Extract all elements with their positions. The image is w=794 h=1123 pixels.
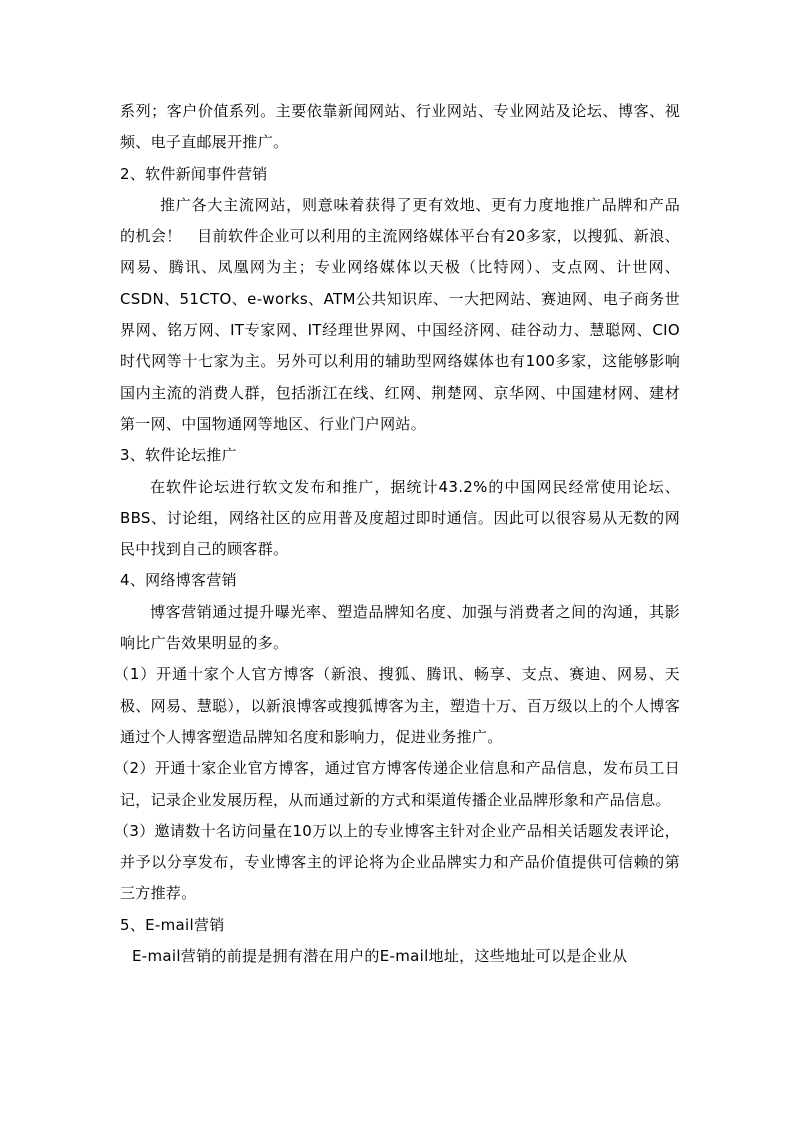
paragraph-news-event-marketing: 推广各大主流网站，则意味着获得了更有效地、更有力度地推广品牌和产品的机会！ 目前软件企业可以利用的主流网络媒体平台有20多家，以搜狐、新浪、网易、腾讯、凤凰网为主；专业网络媒体以天极（比特网）、支点网、计世网、CSDN、51CTO、e-works、ATM公共知识库、一大把网站、赛迪网、电子商务世界网、铭万网、IT专家网、IT经理世界网、中国经济网、硅谷动力、慧聪网、CIO时代网等十七家为主。另外可以利用的辅助型网络媒体也有100多家，这能够影响国内主流的消费人群，包括浙江在线、红网、荆楚网、京华网、中国建材网、建材第一网、中国物通网等地区、行业门户网站。: [120, 195, 680, 433]
list-item-professional-bloggers: （3）邀请数十名访问量在10万以上的专业博客主针对企业产品相关话题发表评论，并予以分享发布，专业博客主的评论将为企业品牌实力和产品价值提供可信赖的第三方推荐。: [114, 821, 680, 903]
section-heading-forum-promotion: 3、软件论坛推广: [120, 446, 237, 465]
list-item-personal-blogs: （1）开通十家个人官方博客（新浪、搜狐、腾讯、畅享、支点、赛迪、网易、天极、网易、慧聪），以新浪博客或搜狐博客为主，塑造十万、百万级以上的个人博客通过个人博客塑造品牌知名度和影响力，促进业务推广。: [114, 665, 680, 746]
list-item-enterprise-blogs: （2）开通十家企业官方博客，通过官方博客传递企业信息和产品信息，发布员工日记，记录企业发展历程，从而通过新的方式和渠道传播企业品牌形象和产品信息。: [114, 759, 680, 809]
section-heading-news-event-marketing: 2、软件新闻事件营销: [120, 164, 268, 183]
paragraph-forum-promotion: 在软件论坛进行软文发布和推广，据统计43.2%的中国网民经常使用论坛、BBS、讨论组，网络社区的应用普及度超过即时通信。因此可以很容易从无数的网民中找到自己的顾客群。: [120, 477, 680, 559]
paragraph-blog-marketing: 博客营销通过提升曝光率、塑造品牌知名度、加强与消费者之间的沟通，其影响比广告效果明显的多。: [120, 602, 680, 653]
document-body: [114, 96, 680, 972]
paragraph-intro-continuation: 系列；客户价值系列。主要依靠新闻网站、行业网站、专业网站及论坛、博客、视频、电子直邮展开推广。: [120, 102, 680, 152]
paragraph-email-marketing: E-mail营销的前提是拥有潜在用户的E-mail地址，这些地址可以是企业从: [132, 947, 628, 966]
section-heading-blog-marketing: 4、网络博客营销: [120, 571, 237, 590]
section-heading-email-marketing: 5、E-mail营销: [120, 915, 225, 934]
